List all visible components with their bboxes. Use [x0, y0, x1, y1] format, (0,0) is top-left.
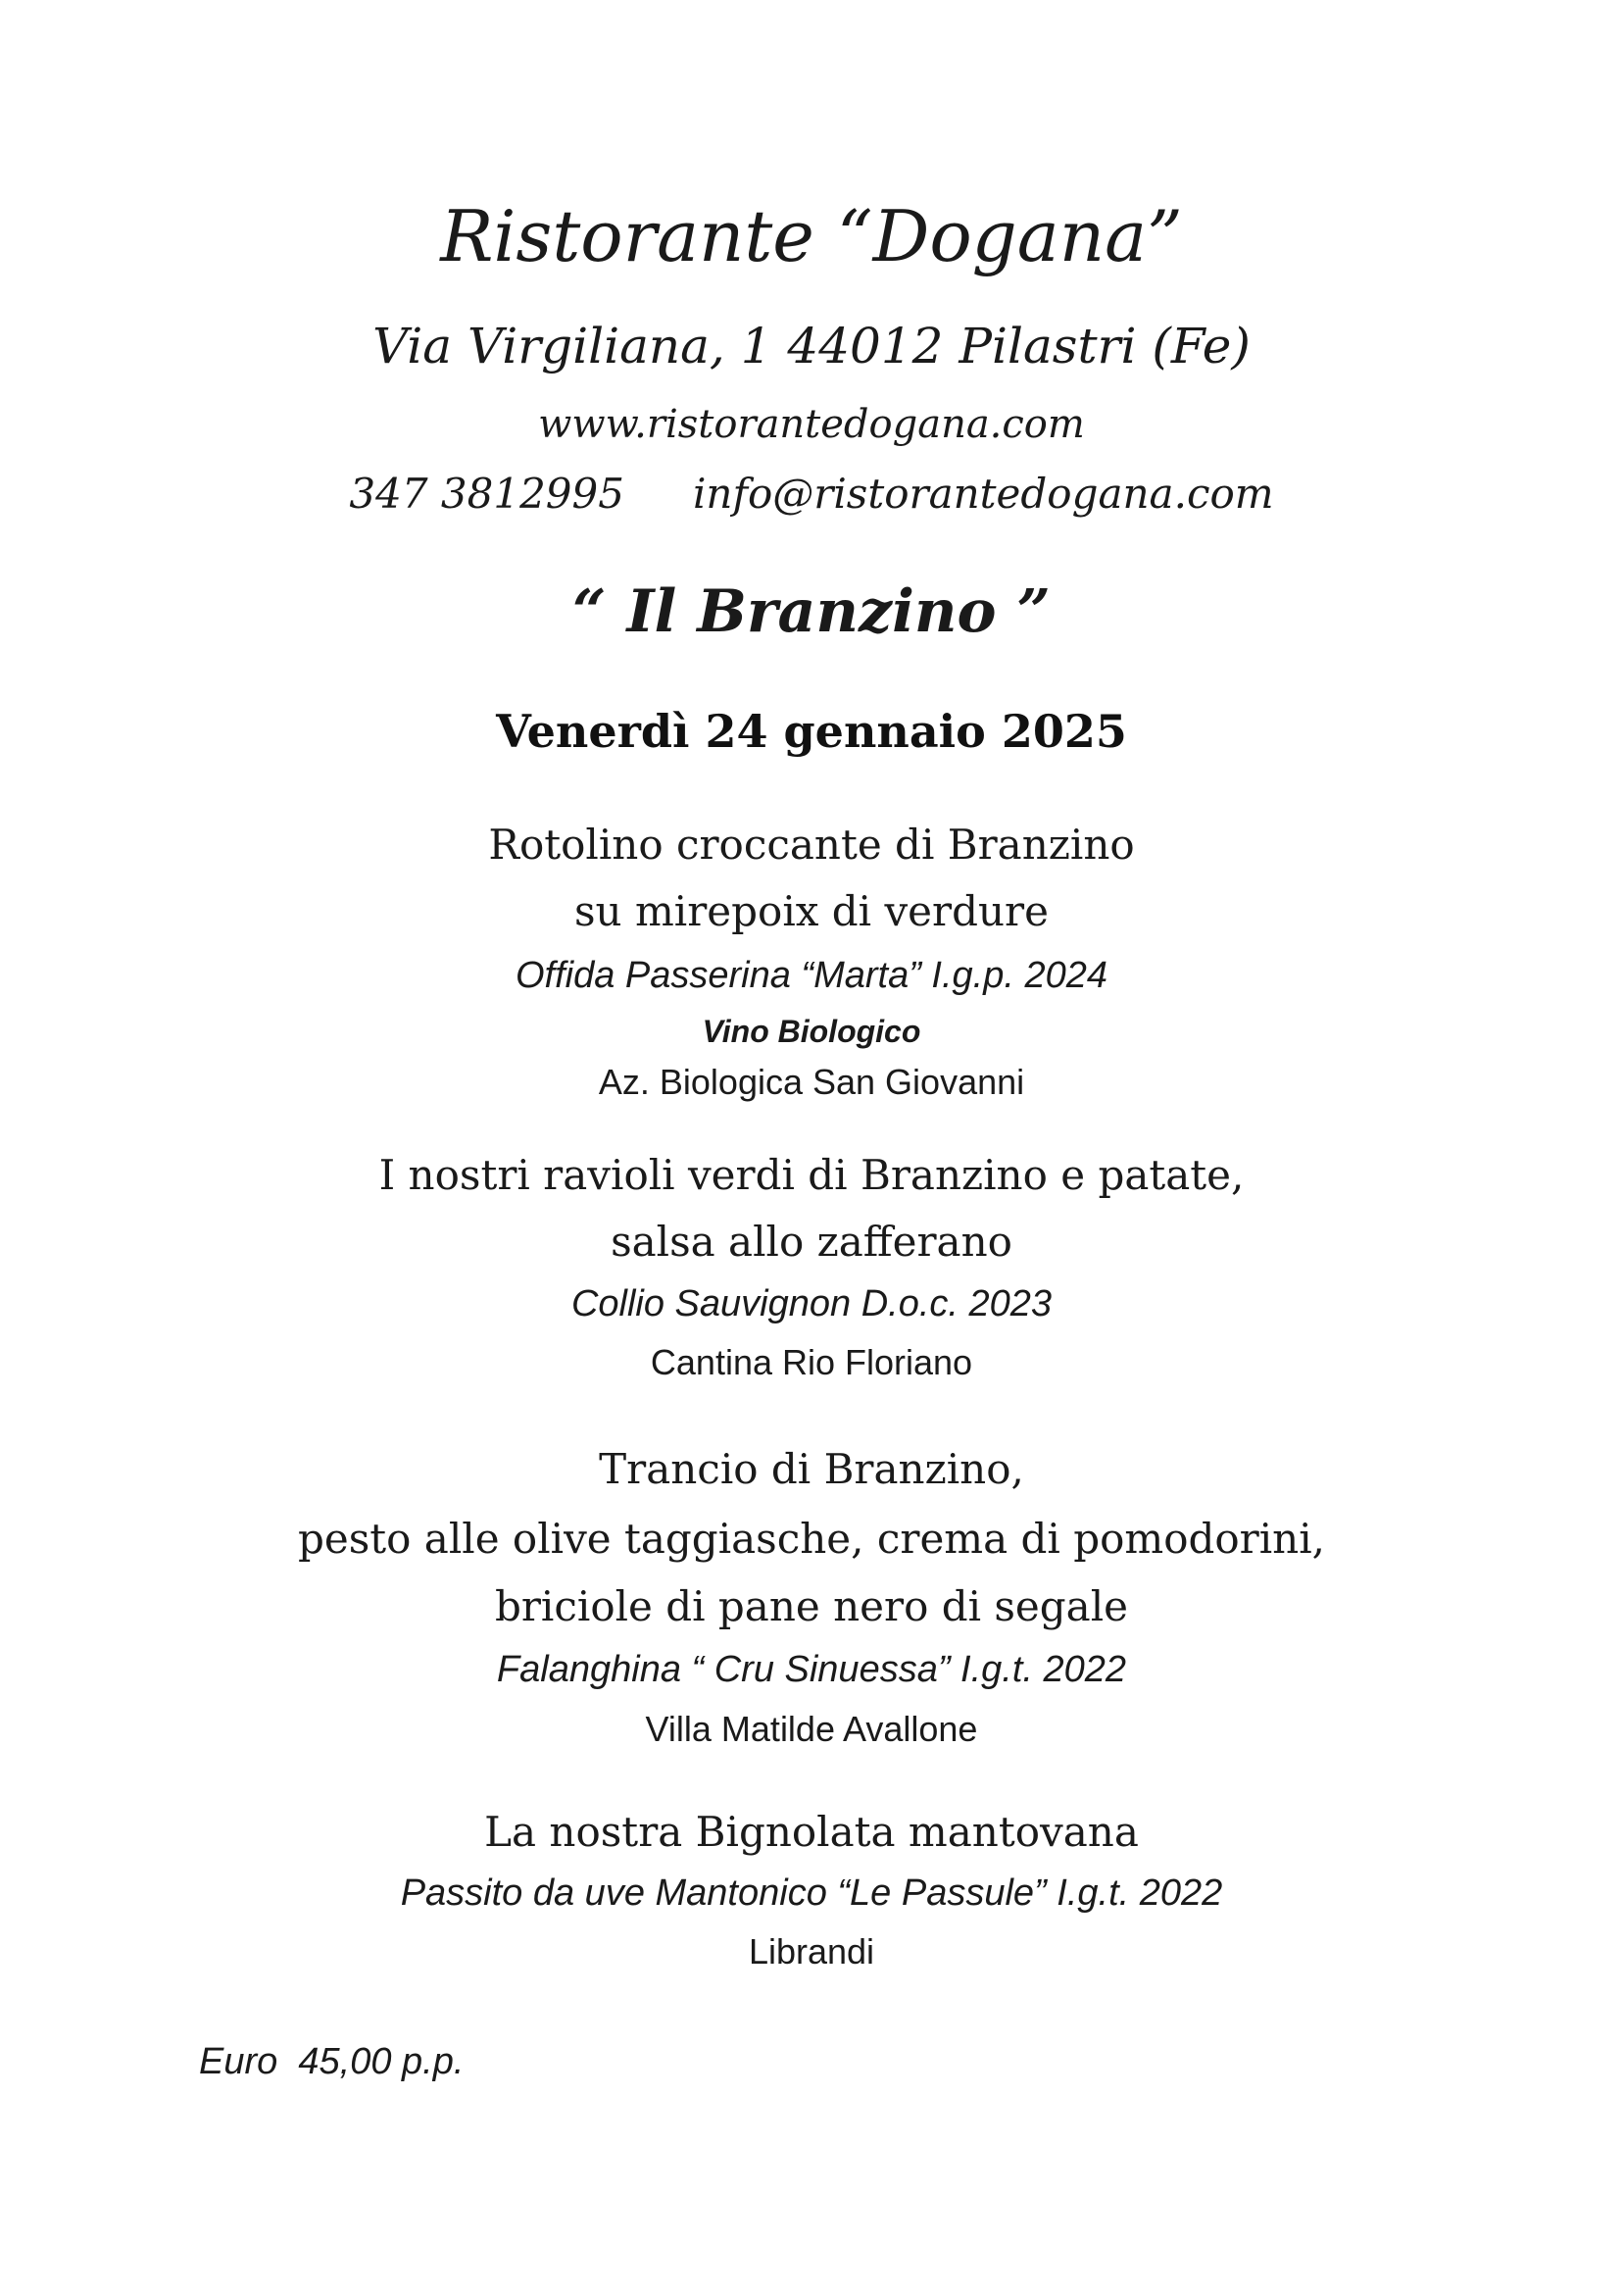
- course-4-wine: Passito da uve Mantonico “Le Passule” I.g.t. 2022: [400, 1872, 1223, 1914]
- course-2-producer: Cantina Rio Floriano: [650, 1342, 973, 1382]
- restaurant-website: www.ristorantedogana.com: [538, 402, 1085, 447]
- course-3-dish-line-1: Trancio di Branzino,: [599, 1445, 1024, 1493]
- phone-number: 347 3812995: [349, 470, 624, 518]
- course-2-wine: Collio Sauvignon D.o.c. 2023: [570, 1283, 1053, 1324]
- menu-price: Euro 45,00 p.p.: [199, 2041, 465, 2082]
- menu-theme: “ Il Branzino ”: [572, 577, 1051, 646]
- course-2-dish-line-2: salsa allo zafferano: [611, 1218, 1012, 1266]
- course-4-dish-line-1: La nostra Bignolata mantovana: [484, 1808, 1139, 1856]
- course-3-producer: Villa Matilde Avallone: [645, 1709, 978, 1749]
- course-3-wine: Falanghina “ Cru Sinuessa” I.g.t. 2022: [496, 1649, 1127, 1690]
- course-1-dish-line-1: Rotolino croccante di Branzino: [488, 821, 1135, 869]
- course-1-dish-line-2: su mirepoix di verdure: [574, 887, 1049, 935]
- course-1-producer: Az. Biologica San Giovanni: [598, 1062, 1025, 1102]
- course-2-dish-line-1: I nostri ravioli verdi di Branzino e patate,: [378, 1151, 1245, 1199]
- course-1-wine-note: Vino Biologico: [702, 1014, 921, 1049]
- course-3-dish-line-3: briciole di pane nero di segale: [494, 1582, 1129, 1630]
- email-address: info@ristorantedogana.com: [692, 470, 1274, 518]
- restaurant-address: Via Virgiliana, 1 44012 Pilastri (Fe): [372, 318, 1251, 374]
- course-4-producer: Librandi: [748, 1931, 875, 1972]
- course-1-wine: Offida Passerina “Marta” I.g.p. 2024: [515, 955, 1108, 996]
- restaurant-name: Ristorante “Dogana”: [440, 195, 1183, 277]
- course-3-dish-line-2: pesto alle olive taggiasche, crema di pomodorini,: [298, 1515, 1325, 1563]
- contact-line: [0, 471, 1623, 518]
- event-date: Venerdì 24 gennaio 2025: [496, 705, 1127, 758]
